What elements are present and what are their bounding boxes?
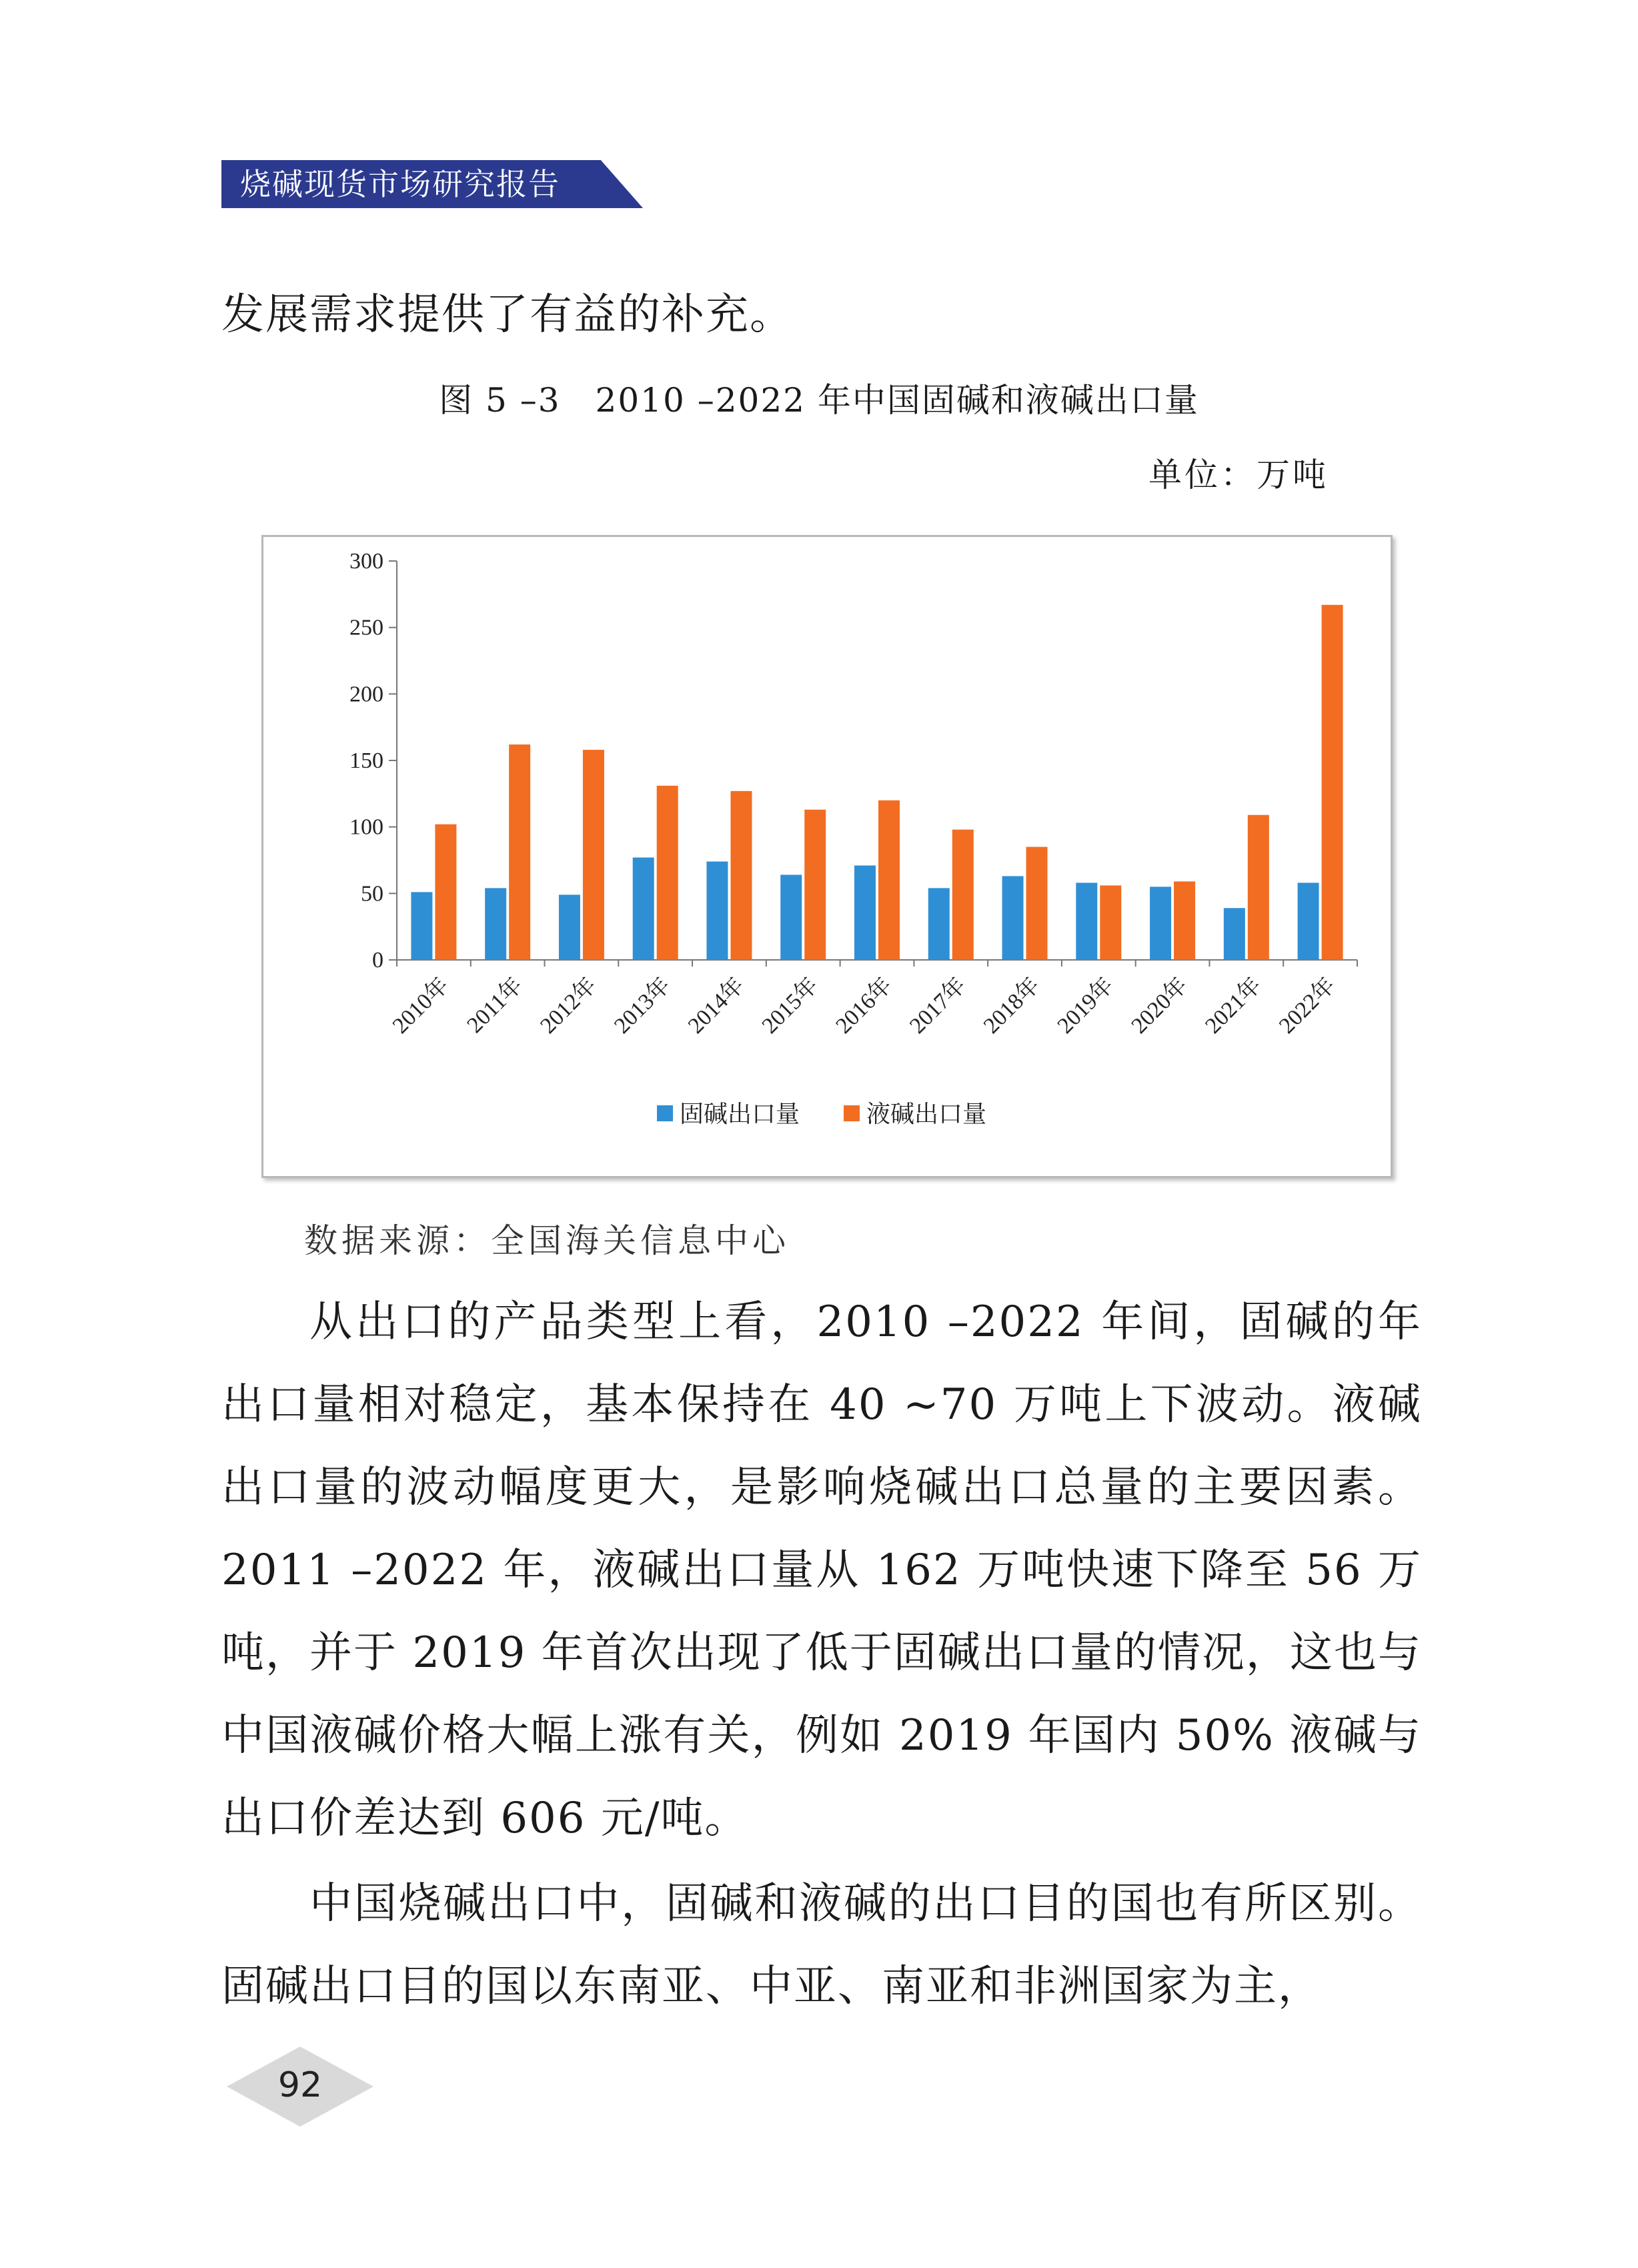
bar-solid-caustic — [1002, 876, 1024, 960]
paragraph-1: 从出口的产品类型上看，2010 –2022 年间，固碱的年出口量相对稳定，基本保持在 40 ~70 万吨上下波动。液碱出口量的波动幅度更大，是影响烧碱出口总量的主要因素。2011 –2022 年，液碱出口量从 162 万吨快速下降至 56 万吨，并于 2019 年首次出现了低于固碱出口量的情况，这也与中国液碱价格大幅上涨有关，例如 2019 年国内 50% 液碱与出口价差达到 606 元/吨。 — [221, 1297, 1422, 1843]
bar-solid-caustic — [633, 858, 654, 960]
bar-liquid-caustic — [1100, 885, 1121, 960]
bar-liquid-caustic — [878, 800, 900, 960]
bar-solid-caustic — [1224, 908, 1245, 960]
figure-title: 图 5 –3 2010 –2022 年中国固碱和液碱出口量 — [439, 381, 1199, 420]
x-tick-label: 2015年 — [757, 973, 823, 1039]
bar-liquid-caustic — [583, 750, 604, 960]
bar-solid-caustic — [485, 888, 506, 960]
bar-liquid-caustic — [509, 744, 530, 960]
bar-liquid-caustic — [657, 786, 678, 960]
legend-swatch — [657, 1105, 673, 1121]
y-tick-label: 50 — [361, 881, 383, 907]
legend-label: 液碱出口量 — [866, 1101, 987, 1128]
x-tick-label: 2018年 — [978, 973, 1045, 1039]
x-tick-label: 2011年 — [462, 973, 528, 1038]
bar-solid-caustic — [559, 895, 580, 960]
bar-solid-caustic — [411, 892, 432, 960]
x-tick-label: 2014年 — [683, 973, 750, 1039]
x-tick-label: 2012年 — [536, 973, 602, 1039]
bar-liquid-caustic — [1248, 815, 1269, 960]
bar-liquid-caustic — [435, 824, 456, 960]
bar-liquid-caustic — [1174, 881, 1195, 960]
bar-liquid-caustic — [1322, 605, 1343, 960]
bar-chart — [263, 537, 1391, 1176]
bar-solid-caustic — [1076, 883, 1097, 960]
bar-liquid-caustic — [804, 810, 826, 960]
x-tick-label: 2010年 — [387, 973, 454, 1039]
figure-source: 数据来源：全国海关信息中心 — [304, 1221, 790, 1260]
y-tick-label: 250 — [349, 615, 383, 640]
bar-liquid-caustic — [1026, 847, 1048, 960]
x-tick-label: 2017年 — [905, 973, 971, 1039]
body-text — [221, 1281, 1422, 2028]
x-tick-label: 2019年 — [1052, 973, 1118, 1039]
bar-liquid-caustic — [730, 791, 752, 960]
bar-solid-caustic — [928, 888, 950, 960]
y-tick-label: 150 — [349, 748, 383, 773]
y-tick-label: 100 — [349, 814, 383, 840]
figure-unit: 单位：万吨 — [1148, 456, 1329, 494]
x-tick-label: 2021年 — [1200, 973, 1267, 1039]
bar-liquid-caustic — [952, 830, 974, 960]
bar-solid-caustic — [854, 865, 876, 960]
x-tick-label: 2016年 — [831, 973, 897, 1039]
y-tick-label: 300 — [349, 549, 383, 574]
bar-solid-caustic — [1298, 883, 1319, 960]
lead-text: 发展需求提供了有益的补充。 — [221, 290, 794, 340]
x-tick-label: 2022年 — [1274, 973, 1341, 1039]
legend-label: 固碱出口量 — [680, 1101, 800, 1128]
paragraph-2: 中国烧碱出口中，固碱和液碱的出口目的国也有所区别。固碱出口目的国以东南亚、中亚、南亚和非洲国家为主， — [221, 1879, 1422, 2011]
running-header-title: 烧碱现货市场研究报告 — [240, 166, 560, 202]
bar-solid-caustic — [780, 875, 802, 960]
legend-swatch — [844, 1105, 860, 1121]
y-tick-label: 200 — [349, 682, 383, 707]
page-number-badge — [227, 2047, 373, 2127]
bar-solid-caustic — [1150, 887, 1171, 960]
bar-solid-caustic — [706, 861, 728, 960]
page-number: 92 — [277, 2065, 323, 2105]
chart-frame — [261, 535, 1393, 1178]
x-tick-label: 2020年 — [1126, 973, 1192, 1039]
y-tick-label: 0 — [372, 948, 383, 973]
x-tick-label: 2013年 — [610, 973, 676, 1039]
